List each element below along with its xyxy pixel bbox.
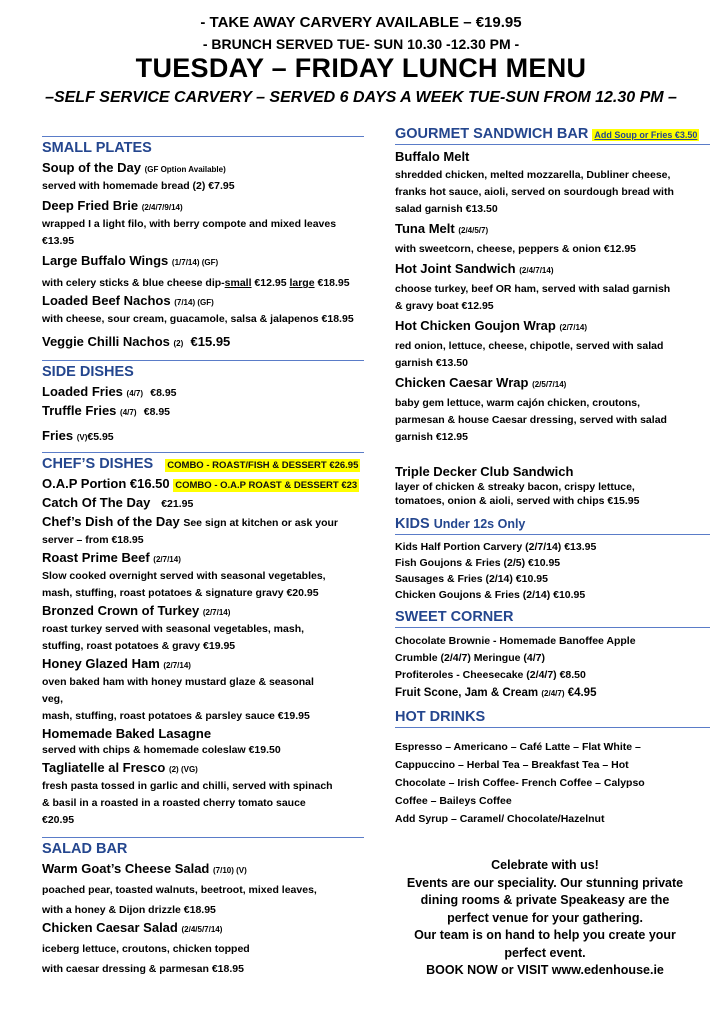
item-name: Chicken Caesar Wrap <box>395 375 529 390</box>
menu-item <box>395 374 710 393</box>
salad-bar-heading: SALAD BAR <box>42 837 364 857</box>
item-desc: wrapped I a light filo, with berry compote and mixed leaves <box>42 218 337 230</box>
item-name: Chicken Caesar Salad <box>42 920 178 935</box>
list-item <box>395 684 710 703</box>
item-desc: red onion, lettuce, cheese, chipotle, served with salad <box>395 340 664 352</box>
item-name: Soup of the Day <box>42 160 141 175</box>
item-name: Warm Goat’s Cheese Salad <box>42 861 210 876</box>
chefs-dishes-heading <box>42 452 364 472</box>
item-desc: See sign at kitchen or ask your <box>183 517 338 529</box>
left-column <box>42 136 364 978</box>
item-name: Deep Fried Brie <box>42 198 139 213</box>
item-allergens: (2/4/7/9/14) <box>141 203 183 212</box>
promo-booking: BOOK NOW or VISIT www.edenhouse.ie <box>426 963 664 977</box>
menu-item <box>42 860 364 879</box>
list-item: Chocolate – Irish Coffee- French Coffee – Calypso <box>395 777 645 789</box>
takeaway-line: - TAKE AWAY CARVERY AVAILABLE – €19.95 <box>200 14 522 31</box>
item-desc: tomatoes, onion & aioli, served with chips €15.95 <box>395 495 640 507</box>
addon-badge: Add Soup or Fries €3.50 <box>594 130 698 140</box>
desc-part: €18.95 <box>314 277 350 289</box>
item-name: Chef’s Dish of the Day <box>42 514 180 529</box>
item-desc: parmesan & house Caesar dressing, served with salad <box>395 414 667 426</box>
item-allergens: (1/7/14) (GF) <box>171 258 219 267</box>
promo-line: perfect venue for your gathering. <box>447 910 643 925</box>
item-name: Tagliatelle al Fresco <box>42 760 166 775</box>
item-desc: with sweetcorn, cheese, peppers & onion €12.95 <box>395 243 636 255</box>
item-allergens: (2/7/14) <box>163 661 191 670</box>
list-item: Espresso – Americano – Café Latte – Flat White – <box>395 741 641 753</box>
list-item: Crumble (2/4/7) Meringue (4/7) <box>395 652 545 664</box>
item-allergens: (2/7/14) <box>202 608 231 617</box>
item-price: €15.95 <box>190 334 231 349</box>
item-allergens: (2) (VG) <box>168 765 198 774</box>
item-desc: fresh pasta tossed in garlic and chilli, served with spinach <box>42 780 333 792</box>
sweet-list <box>395 633 710 703</box>
combo-badge: COMBO - O.A.P ROAST & DESSERT €23 <box>175 480 358 491</box>
item-desc: baby gem lettuce, warm cajón chicken, croutons, <box>395 397 641 409</box>
item-desc: served with homemade bread (2) €7.95 <box>42 180 235 192</box>
item-desc: stuffing, roast potatoes & gravy €19.95 <box>42 640 236 652</box>
item-desc: with cheese, sour cream, guacamole, salsa & jalapenos €18.95 <box>42 313 354 325</box>
menu-item <box>42 655 364 674</box>
list-item: Profiteroles - Cheesecake (2/4/7) €8.50 <box>395 669 586 681</box>
menu-item <box>42 252 364 292</box>
menu-item <box>42 383 364 402</box>
menu-item <box>42 494 364 513</box>
item-desc: salad garnish €13.50 <box>395 203 498 215</box>
menu-item <box>42 602 364 621</box>
item-desc: iceberg lettuce, croutons, chicken topped <box>42 943 250 955</box>
item-desc: garnish €12.95 <box>395 431 468 443</box>
item-allergens: (2/4/7) <box>541 689 565 698</box>
desc-part: €12.95 <box>251 277 290 289</box>
item-allergens: (2/4/5/7/14) <box>181 925 223 934</box>
kids-list <box>395 539 710 603</box>
menu-item <box>42 159 364 195</box>
events-promo <box>395 857 695 980</box>
promo-line: perfect event. <box>504 945 586 960</box>
menu-item <box>42 333 364 352</box>
list-item: Fish Goujons & Fries (2/5) €10.95 <box>395 557 561 569</box>
section-title: CHEF’S DISHES <box>42 456 154 472</box>
menu-item <box>42 549 364 568</box>
menu-item <box>395 220 710 239</box>
item-allergens: (V) <box>76 433 88 442</box>
item-desc: server – from €18.95 <box>42 534 144 546</box>
list-item: Chicken Goujons & Fries (2/14) €10.95 <box>395 589 586 601</box>
item-note: (GF Option Available) <box>144 165 226 174</box>
item-desc: Slow cooked overnight served with seasonal vegetables, <box>42 570 326 582</box>
item-desc: €13.95 <box>42 235 75 247</box>
item-desc: mash, stuffing, roast potatoes & signature gravy €20.95 <box>42 587 319 599</box>
item-name: Fries <box>42 428 74 443</box>
item-allergens: (2) <box>173 339 184 348</box>
item-allergens: (4/7) <box>126 389 143 398</box>
item-desc: €20.95 <box>42 814 75 826</box>
item-name: Loaded Fries <box>42 384 123 399</box>
desc-part: with celery sticks & blue cheese dip- <box>42 277 225 289</box>
item-allergens: (7/14) (GF) <box>174 298 214 307</box>
list-item: Coffee – Baileys Coffee <box>395 795 512 807</box>
menu-item <box>42 197 364 250</box>
right-column <box>395 126 710 828</box>
item-price: €8.95 <box>150 387 177 399</box>
item-desc: with caesar dressing & parmesan €18.95 <box>42 963 244 975</box>
list-item: Chocolate Brownie - Homemade Banoffee Apple <box>395 635 636 647</box>
desc-small: small <box>224 277 252 289</box>
list-item: Kids Half Portion Carvery (2/7/14) €13.95 <box>395 541 597 553</box>
item-name: Tuna Melt <box>395 221 455 236</box>
item-name: Truffle Fries <box>42 403 117 418</box>
desc-large: large <box>289 277 315 289</box>
item-name: Buffalo Melt <box>395 149 470 164</box>
item-name: Large Buffalo Wings <box>42 253 169 268</box>
item-desc: mash, stuffing, roast potatoes & parsley sauce €19.95 <box>42 710 310 722</box>
item-name: Hot Joint Sandwich <box>395 261 516 276</box>
item-name: Veggie Chilli Nachos <box>42 334 170 349</box>
item-name: Homemade Baked Lasagne <box>42 726 212 741</box>
menu-item <box>42 292 364 328</box>
menu-item <box>42 402 364 421</box>
item-desc: & gravy boat €12.95 <box>395 300 494 312</box>
menu-subtitle: –SELF SERVICE CARVERY – SERVED 6 DAYS A WEEK TUE-SUN FROM 12.30 PM – <box>45 89 677 106</box>
menu-item <box>42 475 364 494</box>
brunch-line: - BRUNCH SERVED TUE- SUN 10.30 -12.30 PM - <box>202 36 520 52</box>
list-item: Cappuccino – Herbal Tea – Breakfast Tea – Hot <box>395 759 629 771</box>
menu-item <box>42 427 364 446</box>
item-name: Catch Of The Day <box>42 495 151 510</box>
item-allergens: (7/10) (V) <box>213 866 247 875</box>
item-name: O.A.P Portion €16.50 <box>42 476 170 491</box>
small-plates-heading: SMALL PLATES <box>42 136 364 156</box>
section-subtitle: Under 12s Only <box>433 517 526 531</box>
list-item: Sausages & Fries (2/14) €10.95 <box>395 573 548 585</box>
promo-line: Celebrate with us! <box>491 858 599 872</box>
hot-drinks-heading: HOT DRINKS <box>395 709 710 728</box>
item-desc: roast turkey served with seasonal vegetables, mash, <box>42 623 305 635</box>
item-desc: served with chips & homemade coleslaw €19.50 <box>42 744 281 756</box>
item-desc <box>42 275 364 292</box>
item-price: €4.95 <box>567 687 597 699</box>
item-desc: veg, <box>42 693 64 705</box>
menu-item <box>42 919 364 938</box>
item-price: €21.95 <box>161 498 194 510</box>
item-allergens: (2/4/5/7) <box>458 226 489 235</box>
item-allergens: (2/7/14) <box>153 555 181 564</box>
section-title: GOURMET SANDWICH BAR <box>395 126 589 142</box>
item-desc: poached pear, toasted walnuts, beetroot, mixed leaves, <box>42 884 317 896</box>
menu-item <box>42 513 364 532</box>
item-desc: & basil in a roasted in a roasted cherry tomato sauce <box>42 797 306 809</box>
menu-item <box>395 317 710 336</box>
sandwich-bar-heading <box>395 126 710 145</box>
item-name: Bronzed Crown of Turkey <box>42 603 200 618</box>
promo-line: Events are our speciality. Our stunning private <box>406 875 684 890</box>
item-price: €5.95 <box>87 431 114 443</box>
item-desc: with a honey & Dijon drizzle €18.95 <box>42 904 216 916</box>
sweet-corner-heading: SWEET CORNER <box>395 609 710 628</box>
item-desc: layer of chicken & streaky bacon, crispy lettuce, <box>395 481 635 493</box>
item-price: €8.95 <box>143 406 171 418</box>
item-desc: oven baked ham with honey mustard glaze & seasonal <box>42 676 314 688</box>
side-dishes-heading: SIDE DISHES <box>42 360 364 380</box>
item-name: Loaded Beef Nachos <box>42 293 171 308</box>
item-name: Triple Decker Club Sandwich <box>395 464 574 479</box>
menu-item <box>42 759 364 778</box>
item-desc: choose turkey, beef OR ham, served with salad garnish <box>395 283 671 295</box>
item-desc: shredded chicken, melted mozzarella, Dubliner cheese, <box>395 169 671 181</box>
menu-title: TUESDAY – FRIDAY LUNCH MENU <box>135 53 587 83</box>
item-name: Honey Glazed Ham <box>42 656 160 671</box>
item-desc: garnish €13.50 <box>395 357 468 369</box>
item-allergens: (2/7/14) <box>559 323 588 332</box>
promo-line: dining rooms & private Speakeasy are the <box>420 893 670 907</box>
list-item: Add Syrup – Caramel/ Chocolate/Hazelnut <box>395 813 605 825</box>
item-name: Fruit Scone, Jam & Cream <box>395 687 539 699</box>
drinks-list <box>395 738 710 828</box>
item-name: Roast Prime Beef <box>42 550 150 565</box>
item-desc: franks hot sauce, aioli, served on sourdough bread with <box>395 186 674 198</box>
kids-heading <box>395 516 710 535</box>
item-allergens: (2/4/7/14) <box>519 266 554 275</box>
promo-line: Our team is on hand to help you create your <box>414 928 676 942</box>
section-title: KIDS <box>395 516 430 532</box>
combo-badge: COMBO - ROAST/FISH & DESSERT €26.95 <box>167 460 359 471</box>
item-allergens: (2/5/7/14) <box>532 380 567 389</box>
menu-item <box>395 260 710 279</box>
item-allergens: (4/7) <box>120 408 137 417</box>
item-name: Hot Chicken Goujon Wrap <box>395 318 556 333</box>
